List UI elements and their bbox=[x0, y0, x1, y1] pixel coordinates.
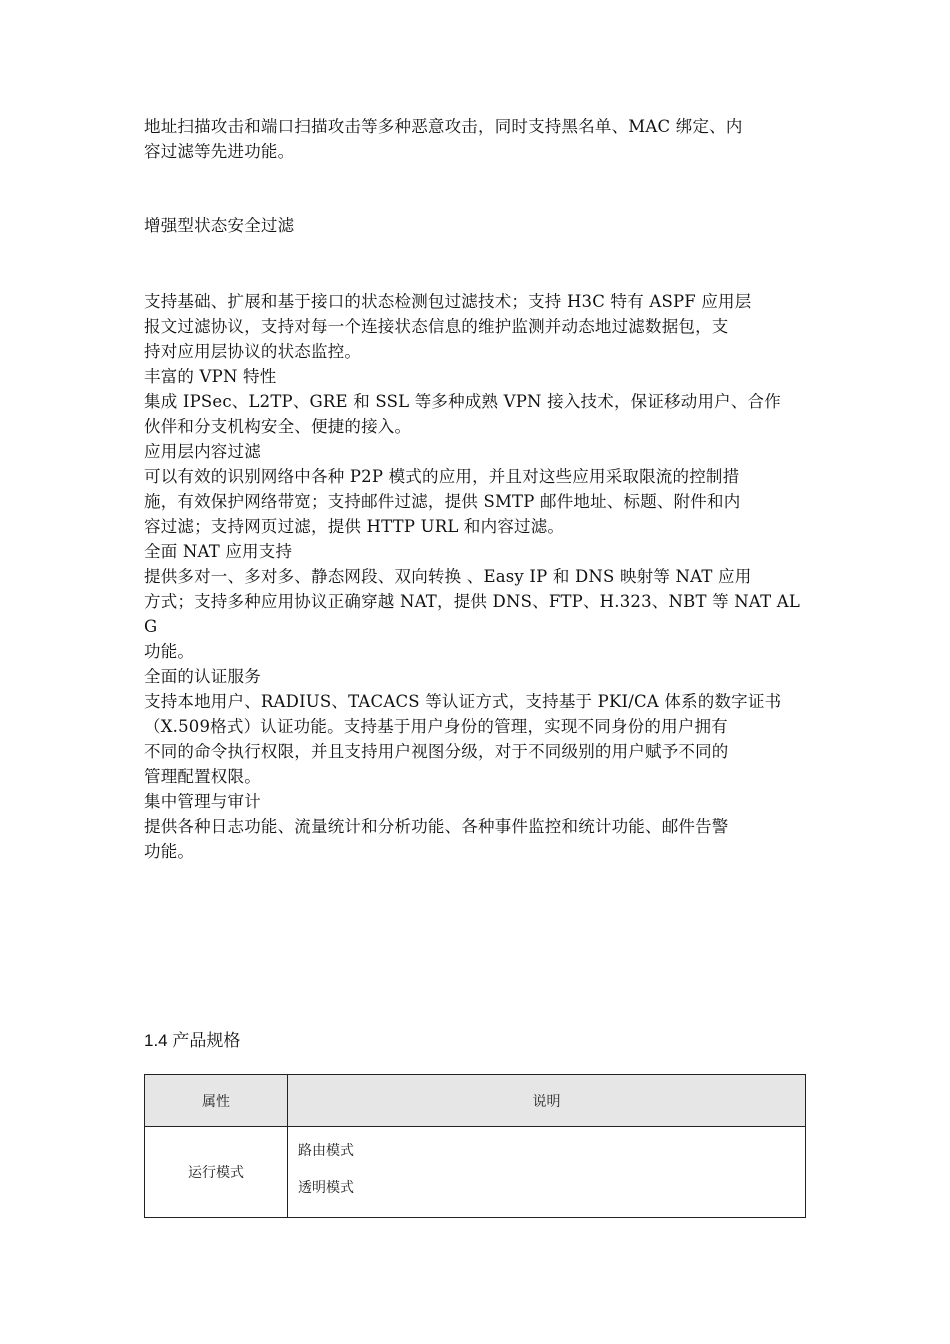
feature-heading-content-filter: 应用层内容过滤 bbox=[144, 442, 261, 461]
header-attribute: 属性 bbox=[145, 1075, 288, 1127]
feature-heading-vpn: 丰富的 VPN 特性 bbox=[144, 367, 277, 386]
feature-heading-auth: 全面的认证服务 bbox=[144, 667, 261, 686]
feature-body bbox=[144, 289, 808, 864]
description-item: 透明模式 bbox=[298, 1180, 354, 1196]
body-line: 容过滤；支持网页过滤，提供 HTTP URL 和内容过滤。 bbox=[144, 517, 565, 536]
description-cell bbox=[288, 1127, 806, 1218]
feature-heading-nat: 全面 NAT 应用支持 bbox=[144, 542, 293, 561]
body-line: 不同的命令执行权限，并且支持用户视图分级，对于不同级别的用户赋予不同的 bbox=[144, 742, 729, 761]
intro-paragraph bbox=[144, 114, 808, 164]
table-header-row bbox=[145, 1075, 806, 1127]
intro-line: 地址扫描攻击和端口扫描攻击等多种恶意攻击，同时支持黑名单、MAC 绑定、内 bbox=[144, 117, 743, 136]
header-description: 说明 bbox=[288, 1075, 806, 1127]
table-row bbox=[145, 1127, 806, 1218]
body-line: 施，有效保护网络带宽；支持邮件过滤，提供 SMTP 邮件地址、标题、附件和内 bbox=[144, 492, 741, 511]
body-line: 持对应用层协议的状态监控。 bbox=[144, 342, 362, 361]
intro-line: 容过滤等先进功能。 bbox=[144, 142, 295, 161]
spec-table bbox=[144, 1074, 806, 1218]
enhanced-filter-heading: 增强型状态安全过滤 bbox=[144, 216, 295, 235]
body-line: 功能。 bbox=[144, 642, 195, 661]
body-line: 可以有效的识别网络中各种 P2P 模式的应用，并且对这些应用采取限流的控制措 bbox=[144, 467, 740, 486]
body-line: 支持本地用户、RADIUS、TACACS 等认证方式，支持基于 PKI/CA 体系的数字证书 bbox=[144, 692, 782, 711]
body-line: 方式；支持多种应用协议正确穿越 NAT，提供 DNS、FTP、H.323、NBT 等 NAT ALG bbox=[144, 592, 801, 636]
body-line: 提供各种日志功能、流量统计和分析功能、各种事件监控和统计功能、邮件告警 bbox=[144, 817, 729, 836]
feature-heading-management: 集中管理与审计 bbox=[144, 792, 261, 811]
section-heading: 1.4 产品规格 bbox=[144, 1031, 241, 1050]
body-line: 功能。 bbox=[144, 842, 195, 861]
description-item: 路由模式 bbox=[298, 1143, 354, 1159]
body-line: 报文过滤协议，支持对每一个连接状态信息的维护监测并动态地过滤数据包，支 bbox=[144, 317, 729, 336]
body-line: 管理配置权限。 bbox=[144, 767, 261, 786]
attribute-cell: 运行模式 bbox=[145, 1127, 288, 1218]
body-line: 提供多对一、多对多、静态网段、双向转换 、Easy IP 和 DNS 映射等 NAT 应用 bbox=[144, 567, 752, 586]
body-line: （X.509格式）认证功能。支持基于用户身份的管理，实现不同身份的用户拥有 bbox=[144, 717, 728, 736]
body-line: 支持基础、扩展和基于接口的状态检测包过滤技术；支持 H3C 特有 ASPF 应用层 bbox=[144, 292, 752, 311]
body-line: 伙伴和分支机构安全、便捷的接入。 bbox=[144, 417, 412, 436]
body-line: 集成 IPSec、L2TP、GRE 和 SSL 等多种成熟 VPN 接入技术，保证移动用户、合作 bbox=[144, 392, 781, 411]
